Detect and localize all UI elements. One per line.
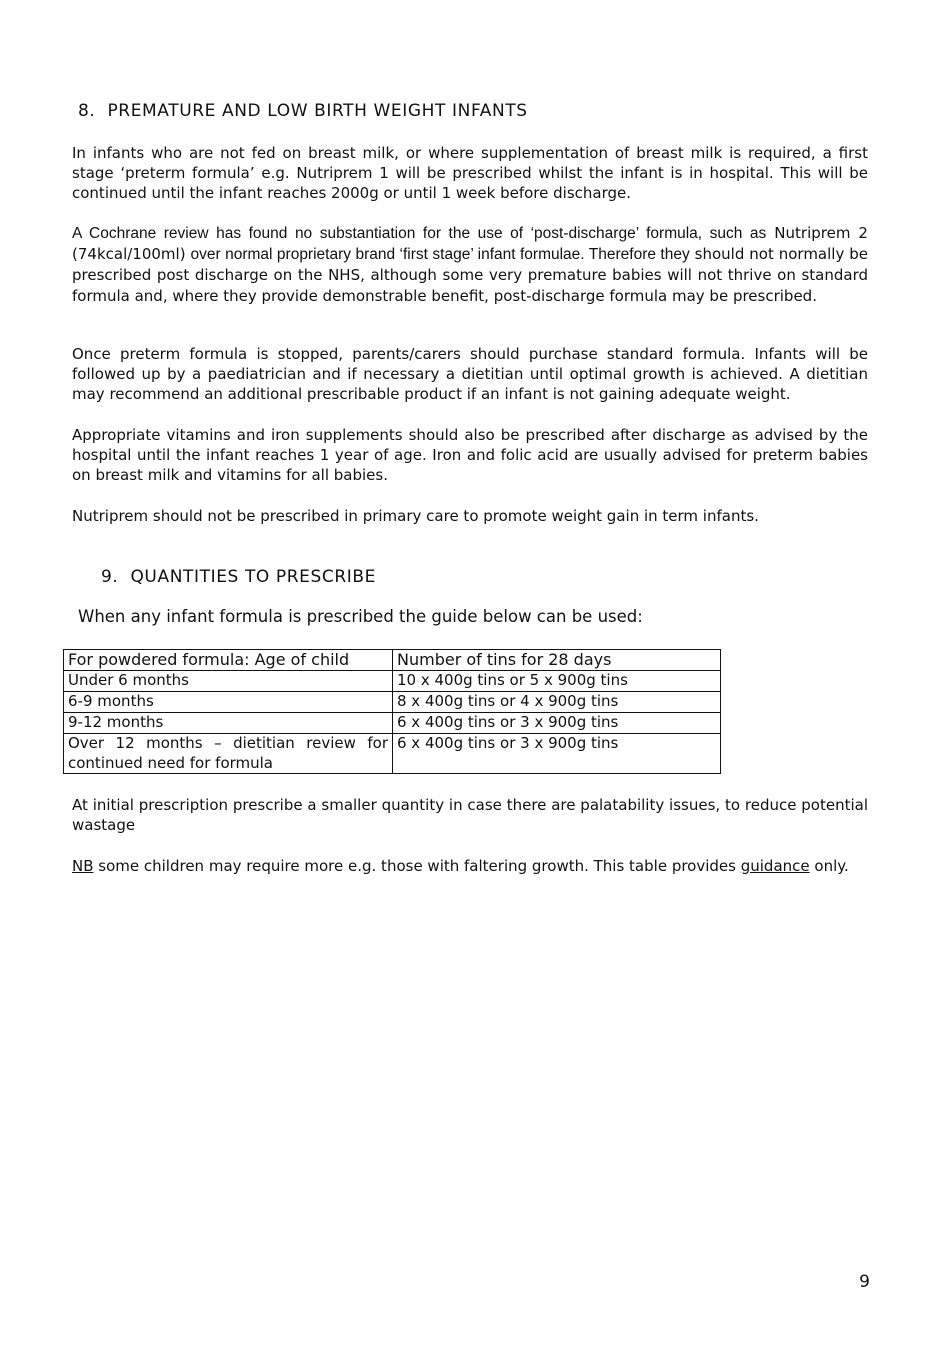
section-8-paragraph-4: Appropriate vitamins and iron supplements should also be prescribed after discharge as advised by the hospital until the infant reaches 1 year of age. Iron and folic acid are usually advised for preterm babies on breast milk and vitamins for all babies. (72, 426, 868, 485)
table-cell-tins: 6 x 400g tins or 3 x 900g tins (393, 713, 721, 734)
paragraph-2-part-a: A Cochrane review has found no substantiation for the use of ‘post-discharge’ formula, such as (72, 225, 767, 242)
section-8-paragraph-3: Once preterm formula is stopped, parents/carers should purchase standard formula. Infants will be followed up by a paediatrician and if necessary a dietitian until optimal growth is achieved. A dietitian may recommend an additional prescribable product if an infant is not gaining adequate weight. (72, 345, 868, 404)
table-row (64, 671, 721, 692)
paragraph-2-part-d: should not normally be prescribed post discharge on the NHS, although some very premature babies will not thrive on standard formula and, where they provide demonstrable benefit, post-discharge formula may be prescribed. (72, 245, 868, 305)
note-2-text-a: some children may require more e.g. those with faltering growth. This table provides (93, 857, 741, 875)
table-header-age: For powdered formula: Age of child (64, 650, 393, 671)
table-cell-age: Under 6 months (64, 671, 393, 692)
prescribing-guide-table (63, 649, 721, 774)
table-cell-tins: 10 x 400g tins or 5 x 900g tins (393, 671, 721, 692)
section-9-heading (101, 567, 376, 587)
paragraph-2-part-c: over normal proprietary brand ‘first stage’ infant formulae. Therefore they (190, 246, 690, 264)
table-cell-age: 9-12 months (64, 713, 393, 734)
section-8-paragraph-2 (72, 223, 868, 306)
table-cell-age: 6-9 months (64, 692, 393, 713)
section-8-paragraph-1: In infants who are not fed on breast milk, or where supplementation of breast milk is required, a first stage ‘preterm formula’ e.g. Nutriprem 1 will be prescribed whilst the infant is in hospital. This will be continued until the infant reaches 2000g or until 1 week before discharge. (72, 144, 868, 203)
table-row (64, 692, 721, 713)
table-cell-tins: 6 x 400g tins or 3 x 900g tins (393, 734, 721, 774)
paragraph-2-part-b: Nutriprem 2 (74kcal/100ml) (72, 224, 868, 264)
section-9-note-2 (72, 856, 868, 876)
nb-label: NB (72, 857, 94, 875)
section-8-title: PREMATURE AND LOW BIRTH WEIGHT INFANTS (107, 101, 528, 121)
table-header-row (64, 650, 721, 671)
section-8-paragraph-5: Nutriprem should not be prescribed in primary care to promote weight gain in term infants. (72, 507, 759, 525)
section-8-number: 8. (78, 101, 96, 121)
section-9-intro: When any infant formula is prescribed the guide below can be used: (78, 607, 643, 626)
table-cell-age: Over 12 months – dietitian review for continued need for formula (64, 734, 393, 774)
note-2-text-b: only. (809, 857, 849, 875)
section-8-heading (78, 101, 528, 121)
table-row (64, 734, 721, 774)
section-9-title: QUANTITIES TO PRESCRIBE (130, 567, 377, 587)
page-number: 9 (859, 1272, 870, 1292)
section-9-note-1: At initial prescription prescribe a smaller quantity in case there are palatability issues, to reduce potential wastage (72, 796, 868, 835)
table-row (64, 713, 721, 734)
table-cell-tins: 8 x 400g tins or 4 x 900g tins (393, 692, 721, 713)
guidance-word: guidance (740, 857, 810, 875)
table-header-tins: Number of tins for 28 days (393, 650, 721, 671)
section-9-number: 9. (101, 567, 119, 587)
